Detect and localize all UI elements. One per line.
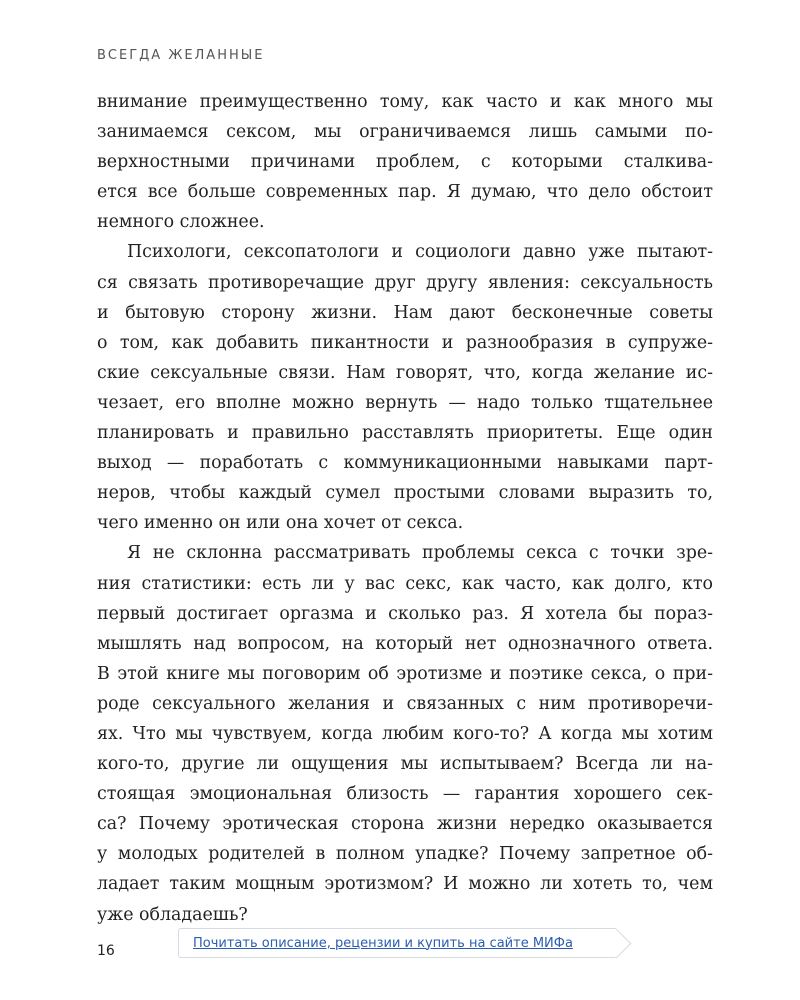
text-line: планировать и правильно расставлять приоритеты. Еще один [97, 423, 713, 444]
text-line: В этой книге мы поговорим об эротизме и поэтике секса, о при- [97, 663, 713, 684]
text-line: ется все больше современных пар. Я думаю, что дело обстоит [97, 182, 713, 203]
text-line: о том, как добавить пикантности и разнообразия в супруже- [97, 332, 713, 353]
text-line: и бытовую сторону жизни. Нам дают бесконечные советы [97, 302, 713, 323]
text-line: первый достигает оргазма и сколько раз. Я хотела бы пораз- [97, 603, 713, 624]
text-line: уже обладаешь? [97, 904, 248, 925]
text-line: са? Почему эротическая сторона жизни нередко оказывается [97, 814, 713, 835]
text-line: ния статистики: есть ли у вас секс, как часто, как долго, кто [97, 573, 713, 594]
text-line: занимаемся сексом, мы ограничиваемся лишь самыми по- [97, 122, 713, 143]
text-line: ские сексуальные связи. Нам говорят, что, когда желание ис- [97, 362, 713, 383]
text-line: мышлять над вопросом, на который нет однозначного ответа. [97, 633, 713, 654]
text-line: кого-то, другие ли ощущения мы испытываем? Всегда ли на- [97, 754, 713, 775]
text-line: немного сложнее. [97, 212, 265, 233]
text-line: внимание преимущественно тому, как часто и как много мы [97, 92, 713, 112]
body-text [97, 87, 713, 930]
page-number: 16 [97, 943, 115, 959]
text-line: ладает таким мощным эротизмом? И можно ли хотеть то, чем [97, 874, 713, 895]
text-line: роде сексуального желания и связанных с ним противоречи- [97, 693, 713, 714]
text-line: неров, чтобы каждый сумел простыми словами выразить то, [97, 483, 713, 504]
text-line: стоящая эмоциональная близость — гарантия хорошего сек- [97, 784, 713, 805]
buy-link[interactable]: Почитать описание, рецензии и купить на сайте МИФа [193, 935, 573, 951]
text-line: Я не склонна рассматривать проблемы секса с точки зре- [127, 543, 713, 564]
buy-link-banner[interactable] [178, 928, 616, 958]
text-line: ях. Что мы чувствуем, когда любим кого-то? А когда мы хотим [97, 723, 713, 744]
text-line: чезает, его вполне можно вернуть — надо только тщательнее [97, 392, 713, 413]
text-line: выход — поработать с коммуникационными навыками парт- [97, 453, 713, 474]
text-line: у молодых родителей в полном упадке? Почему запретное об- [97, 844, 713, 865]
text-line: верхностными причинами проблем, с которыми сталкива- [97, 152, 713, 173]
running-head: ВСЕГДА ЖЕЛАННЫЕ [97, 48, 265, 63]
text-line: Психологи, сексопатологи и социологи давно уже пытают- [127, 242, 713, 263]
text-line: чего именно он или она хочет от секса. [97, 513, 464, 534]
text-line: ся связать противоречащие друг другу явления: сексуальность [97, 272, 713, 293]
